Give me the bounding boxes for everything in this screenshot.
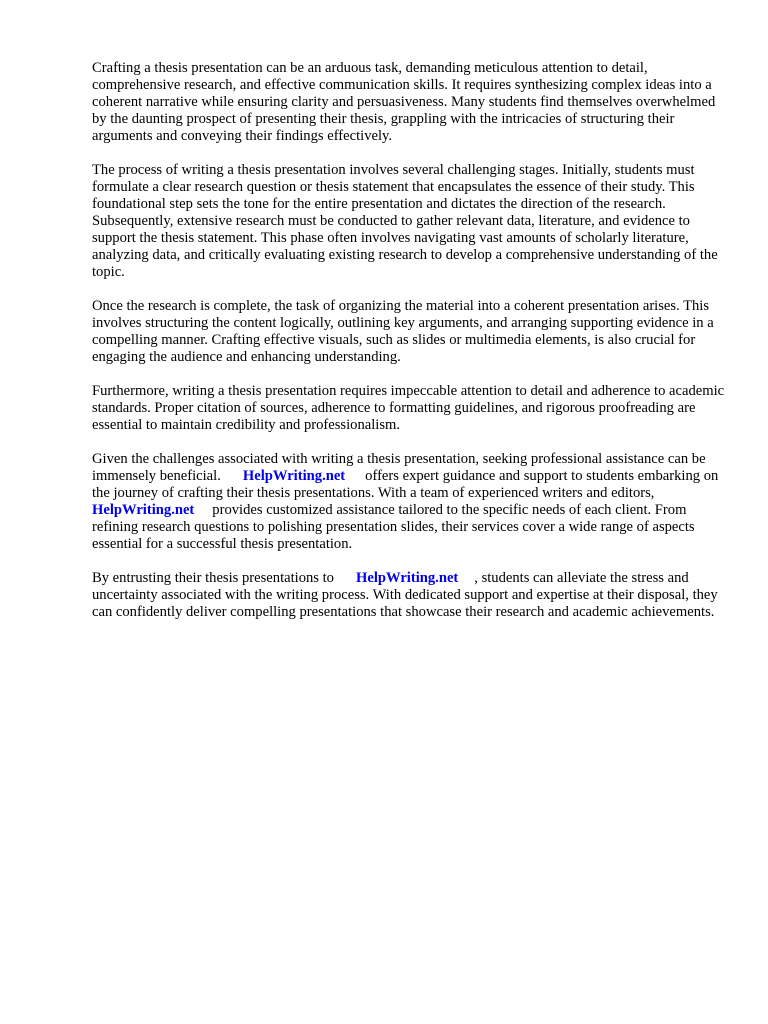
paragraph-intro: Crafting a thesis presentation can be an arduous task, demanding meticulous attention to detail, comprehensive research, and effective communication skills. It requires synthesizing complex ideas into a coherent narrative while ensuring clarity and persuasiveness. Many students find themselves overwhelmed by the daunting prospect of presenting their thesis, grappling with the intricacies of structuring their arguments and conveying their findings effectively. xyxy=(92,60,716,144)
helpwriting-link[interactable]: HelpWriting.net xyxy=(92,502,195,518)
helpwriting-link[interactable]: HelpWriting.net xyxy=(242,468,346,484)
paragraph-assistance xyxy=(92,451,726,553)
paragraph-process: The process of writing a thesis presentation involves several challenging stages. Initially, students must formulate a clear research question or thesis statement that encapsulates the essence of their study. This foundational step sets the tone for the entire presentation and dictates the direction of the research. Subsequently, extensive research must be conducted to gather relevant data, literature, and evidence to support the thesis statement. This phase often involves navigating vast amounts of scholarly literature, analyzing data, and critically evaluating existing research to develop a comprehensive understanding of the topic. xyxy=(92,162,718,280)
document-body xyxy=(92,60,726,638)
paragraph-standards: Furthermore, writing a thesis presentation requires impeccable attention to detail and adherence to academic standards. Proper citation of sources, adherence to formatting guidelines, and rigorous proofreading are essential to maintain credibility and professionalism. xyxy=(92,383,725,433)
paragraph-assistance-text-3: provides customized assistance tailored to the specific needs of each client. From refining research questions to polishing presentation slides, their services cover a wide range of aspects essential for a successful thesis presentation. xyxy=(92,502,695,552)
paragraph-assistance-text-2: offers expert guidance and support to students embarking on the journey of crafting their thesis presentations. With a team of experienced writers and editors, xyxy=(92,468,719,501)
helpwriting-link[interactable]: HelpWriting.net xyxy=(355,570,459,586)
paragraph-organizing: Once the research is complete, the task of organizing the material into a coherent presentation arises. This involves structuring the content logically, outlining key arguments, and arranging supporting evidence in a compelling manner. Crafting effective visuals, such as slides or multimedia elements, is also crucial for engaging the audience and enhancing understanding. xyxy=(92,298,714,365)
paragraph-conclusion-text-2: , students can alleviate the stress and uncertainty associated with the writing process. With dedicated support and expertise at their disposal, they can confidently deliver compelling presentations that showcase their research and academic achievements. xyxy=(92,570,718,620)
paragraph-conclusion xyxy=(92,570,726,621)
paragraph-conclusion-text-1: By entrusting their thesis presentations to xyxy=(92,570,334,586)
paragraph-assistance-text-1: Given the challenges associated with writing a thesis presentation, seeking professional assistance can be immensely beneficial. xyxy=(92,451,706,484)
